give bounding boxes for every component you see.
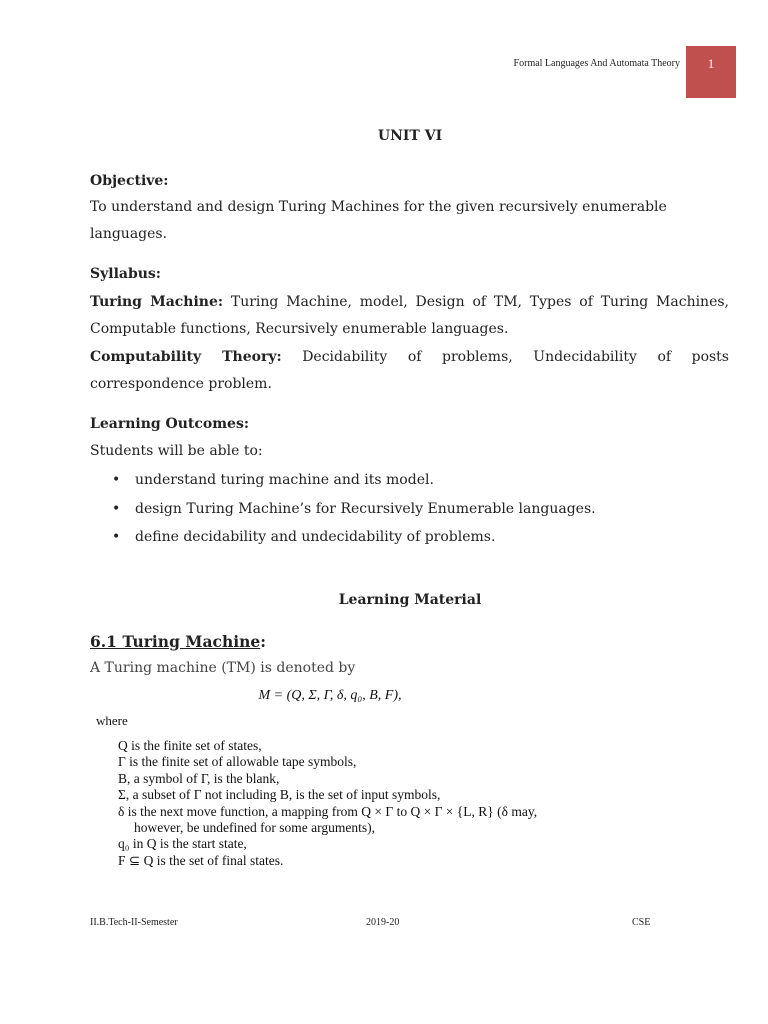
outcomes-list: [90, 466, 735, 552]
syllabus-tm-line-2: Computable functions, Recursively enumerable languages.: [90, 321, 509, 337]
definition-line: q₀ in Q is the start state,: [118, 836, 247, 852]
section-title-colon: :: [260, 632, 266, 651]
unit-title: UNIT VI: [377, 128, 443, 144]
syllabus-heading: Syllabus:: [90, 266, 161, 282]
syllabus-tm-text: Turing Machine, model, Design of TM, Types of Turing Machines,: [223, 294, 729, 310]
syllabus-tm-label: Turing Machine:: [90, 294, 224, 310]
page-number: 1: [707, 56, 715, 71]
list-item: • understand turing machine and its model.: [135, 466, 735, 495]
learning-material-title: Learning Material: [338, 592, 482, 608]
section-intro: A Turing machine (TM) is denoted by: [90, 660, 356, 676]
definition-line: Q is the finite set of states,: [118, 738, 262, 753]
syllabus-ct-line-2: correspondence problem.: [90, 376, 272, 392]
definition-line: Γ is the finite set of allowable tape symbols,: [118, 754, 357, 770]
objective-heading: Objective:: [90, 173, 169, 189]
tm-definition-list: [118, 738, 537, 869]
tm-definition-equation: M = (Q, Σ, Γ, δ, q₀, B, F),: [258, 688, 402, 703]
list-item: • define decidability and undecidability of problems.: [135, 523, 735, 552]
definition-line: F ⊆ Q is the set of final states.: [118, 852, 284, 868]
where-label: where: [96, 713, 128, 728]
section-title: [90, 632, 266, 651]
outcomes-intro: Students will be able to:: [90, 443, 263, 459]
footer-left: II.B.Tech-II-Semester: [90, 917, 178, 928]
syllabus-tm-line-1: [90, 289, 729, 316]
objective-line-2: languages.: [90, 226, 168, 242]
syllabus-ct-text: Decidability of problems, Undecidability of posts: [281, 349, 729, 365]
outcomes-heading: Learning Outcomes:: [90, 416, 250, 432]
footer-center: 2019-20: [366, 917, 400, 928]
page-number-badge: [686, 46, 736, 98]
syllabus-ct-line-1: [90, 344, 729, 371]
footer-right: CSE: [632, 917, 651, 928]
definition-line: B, a symbol of Γ, is the blank,: [118, 770, 280, 786]
objective-line-1: To understand and design Turing Machines for the given recursively enumerable: [90, 199, 667, 215]
document-header-title: Formal Languages And Automata Theory: [513, 58, 680, 69]
list-item: • design Turing Machine’s for Recursively Enumerable languages.: [135, 495, 735, 524]
definition-line: δ is the next move function, a mapping from Q × Γ to Q × Γ × {L, R} (δ may,: [118, 803, 538, 819]
syllabus-ct-label: Computability Theory:: [90, 349, 282, 365]
definition-line: however, be undefined for some arguments),: [134, 820, 376, 836]
section-title-text: 6.1 Turing Machine: [90, 632, 261, 651]
definition-line: Σ, a subset of Γ not including B, is the set of input symbols,: [118, 787, 441, 803]
